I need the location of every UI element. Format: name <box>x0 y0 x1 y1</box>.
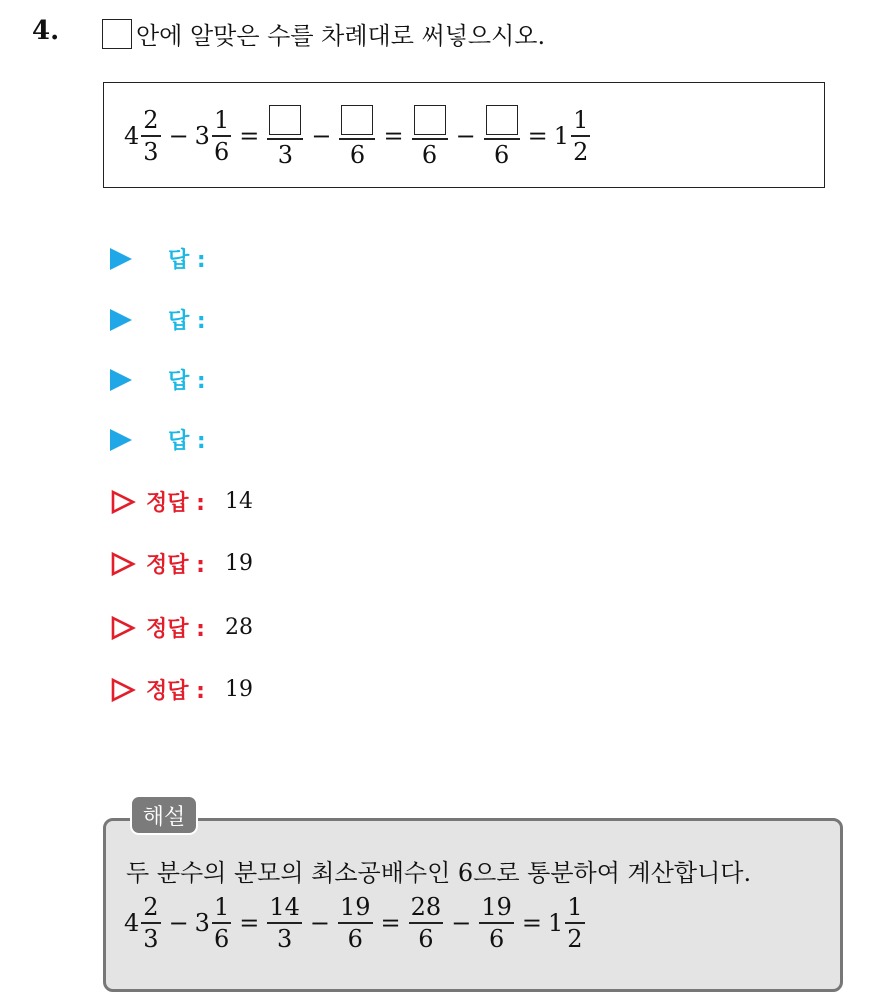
fraction-bar <box>267 138 303 140</box>
fraction-bar <box>409 922 444 924</box>
solution-row-1 <box>110 486 253 517</box>
denominator: 6 <box>494 140 510 169</box>
mixed-number-1 <box>124 108 163 164</box>
numerator: 19 <box>481 893 512 921</box>
denominator: 2 <box>573 137 589 166</box>
denominator: 2 <box>567 924 583 953</box>
numerator: 28 <box>410 893 442 921</box>
fraction <box>565 895 584 951</box>
fraction-bar <box>141 922 160 924</box>
denominator: 6 <box>347 924 363 953</box>
play-triangle-icon <box>110 429 132 451</box>
equation-box <box>103 82 825 188</box>
fraction <box>338 895 373 951</box>
minus-sign: − <box>168 908 189 937</box>
solution-label: 정답 : <box>146 553 205 578</box>
denominator: 3 <box>277 140 293 169</box>
answer-blank-4[interactable] <box>486 105 518 135</box>
fraction <box>141 108 160 164</box>
solution-row-4 <box>110 674 253 705</box>
answer-blank-3[interactable] <box>414 105 446 135</box>
result-mixed-number <box>554 108 593 164</box>
outline-triangle-icon <box>110 551 136 577</box>
fraction-bar <box>565 922 584 924</box>
mixed-number-2 <box>195 108 234 164</box>
play-triangle-icon <box>110 309 132 331</box>
mixed-number-1 <box>124 895 163 951</box>
answer-row-1[interactable] <box>110 243 206 274</box>
answer-label: 답 : <box>168 248 206 273</box>
equals-sign: = <box>239 121 260 150</box>
equals-sign: = <box>380 908 401 937</box>
blank-fraction-4 <box>484 105 520 167</box>
answer-blank-1[interactable] <box>269 105 301 135</box>
denominator: 6 <box>418 924 434 953</box>
explanation-equation <box>124 895 587 951</box>
numerator: 14 <box>269 893 300 921</box>
equals-sign: = <box>521 908 542 937</box>
question-prompt <box>102 16 545 51</box>
solution-value: 28 <box>224 615 253 640</box>
fraction-bar <box>141 135 160 137</box>
fraction <box>267 895 302 951</box>
prompt-text: 안에 알맞은 수를 차례대로 써넣으시오. <box>136 22 546 50</box>
fraction-bar <box>212 135 231 137</box>
answer-row-3[interactable] <box>110 364 206 395</box>
fraction-bar <box>484 138 520 140</box>
answer-label: 답 : <box>168 429 206 454</box>
denominator: 6 <box>213 924 230 953</box>
solution-label: 정답 : <box>146 679 205 704</box>
minus-sign: − <box>309 908 330 937</box>
equation <box>124 105 592 167</box>
denominator: 3 <box>143 924 159 953</box>
numerator: 2 <box>143 106 159 134</box>
denominator: 3 <box>143 137 159 166</box>
equals-sign: = <box>383 121 404 150</box>
fraction-bar <box>267 922 302 924</box>
explanation-box <box>103 818 843 992</box>
numerator: 1 <box>213 106 230 134</box>
denominator: 6 <box>213 137 230 166</box>
fraction-bar <box>338 922 373 924</box>
play-triangle-icon <box>110 248 132 270</box>
blank-fraction-3 <box>412 105 448 167</box>
equals-sign: = <box>239 908 260 937</box>
whole-part: 1 <box>553 121 570 150</box>
solution-label: 정답 : <box>146 491 205 516</box>
whole-part: 4 <box>124 908 140 937</box>
denominator: 6 <box>349 140 366 169</box>
answer-row-2[interactable] <box>110 304 206 335</box>
fraction <box>409 895 444 951</box>
whole-part: 1 <box>547 908 564 937</box>
solution-label: 정답 : <box>146 617 205 642</box>
blank-fraction-1 <box>267 105 303 167</box>
fraction <box>141 895 160 951</box>
denominator: 6 <box>488 924 505 953</box>
fraction <box>212 895 231 951</box>
fraction-bar <box>339 138 375 140</box>
whole-part: 4 <box>124 121 140 150</box>
solution-row-3 <box>110 612 253 643</box>
minus-sign: − <box>451 908 472 937</box>
solution-value: 19 <box>224 551 253 576</box>
denominator: 3 <box>276 924 293 953</box>
result-mixed-number <box>548 895 587 951</box>
fraction-bar <box>212 922 231 924</box>
equals-sign: = <box>527 121 548 150</box>
outline-triangle-icon <box>110 677 136 703</box>
numerator: 19 <box>340 893 371 921</box>
fraction-bar <box>571 135 590 137</box>
solution-value: 14 <box>224 489 253 514</box>
solution-value: 19 <box>224 677 253 702</box>
question-number: 4. <box>32 16 60 46</box>
explanation-tag: 해설 <box>130 795 198 835</box>
minus-sign: − <box>168 121 189 150</box>
whole-part: 3 <box>194 121 210 150</box>
play-triangle-icon <box>110 369 132 391</box>
minus-sign: − <box>455 121 476 150</box>
mixed-number-2 <box>195 895 234 951</box>
denominator: 6 <box>421 140 438 169</box>
fraction <box>479 895 514 951</box>
whole-part: 3 <box>194 908 210 937</box>
blank-box-icon <box>102 19 132 49</box>
answer-label: 답 : <box>168 309 206 334</box>
numerator: 1 <box>573 106 589 134</box>
blank-fraction-2 <box>339 105 375 167</box>
numerator: 2 <box>143 893 159 921</box>
outline-triangle-icon <box>110 615 136 641</box>
numerator: 1 <box>213 893 230 921</box>
answer-row-4[interactable] <box>110 424 206 455</box>
explanation-text: 두 분수의 분모의 최소공배수인 6으로 통분하여 계산합니다. <box>126 859 752 887</box>
minus-sign: − <box>311 121 332 150</box>
fraction-bar <box>479 922 514 924</box>
fraction-bar <box>412 138 448 140</box>
numerator: 1 <box>567 893 583 921</box>
fraction <box>212 108 231 164</box>
answer-blank-2[interactable] <box>341 105 373 135</box>
answer-label: 답 : <box>168 369 206 394</box>
solution-row-2 <box>110 548 253 579</box>
outline-triangle-icon <box>110 489 136 515</box>
fraction <box>571 108 590 164</box>
